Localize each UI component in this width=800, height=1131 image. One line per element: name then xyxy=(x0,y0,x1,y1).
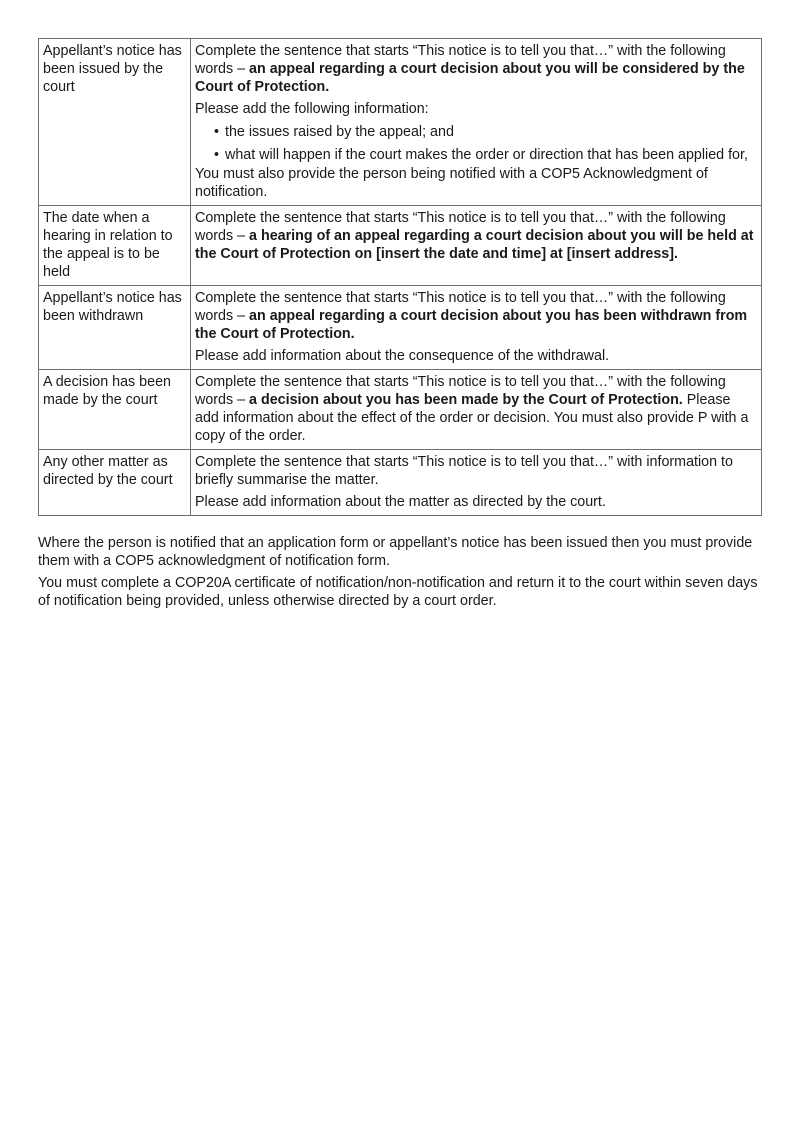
guidance-cell xyxy=(191,450,762,516)
table-row xyxy=(39,370,762,450)
document-page xyxy=(38,38,762,614)
guidance-cell xyxy=(191,206,762,286)
guidance-cell xyxy=(191,39,762,206)
closing-text: You must also provide the person being notified with a COP5 Acknowledgment of notification. xyxy=(195,166,708,200)
table-row xyxy=(39,39,762,206)
instruction-text: Complete the sentence that starts “This notice is to tell you that…” with information to briefly summarise the matter. xyxy=(195,454,733,488)
event-cell: Appellant’s notice has been issued by the court xyxy=(39,39,191,206)
event-cell: A decision has been made by the court xyxy=(39,370,191,450)
info-list xyxy=(195,123,757,164)
required-wording: a decision about you has been made by the Court of Protection. xyxy=(249,392,683,408)
additional-info-text: Please add the following information: xyxy=(195,101,429,117)
required-wording: an appeal regarding a court decision about you will be considered by the Court of Protection. xyxy=(195,61,745,95)
instruction-text: Complete the sentence that starts “This notice is to tell you that…” with the following words – an appeal regarding a court decision about you has been withdrawn from the Court of Protection. xyxy=(195,290,748,342)
table-row xyxy=(39,206,762,286)
notification-guidance-table xyxy=(38,38,762,516)
event-cell: The date when a hearing in relation to the appeal is to be held xyxy=(39,206,191,286)
cop5-requirement-note: Where the person is notified that an application form or appellant’s notice has been issued then you must provide them with a COP5 acknowledgment of notification form. xyxy=(38,535,753,569)
footer-notes xyxy=(38,534,762,610)
list-item: • the issues raised by the appeal; and xyxy=(214,124,454,140)
list-item: • what will happen if the court makes the order or direction that has been applied for, xyxy=(214,147,748,163)
instruction-text: Complete the sentence that starts “This notice is to tell you that…” with the following words – a hearing of an appeal regarding a court decision about you will be held at the Court of Protection on [insert the date and time] at [insert address]. xyxy=(195,210,754,262)
additional-info-text: Please add information about the matter as directed by the court. xyxy=(195,494,606,510)
required-wording: an appeal regarding a court decision about you has been withdrawn from the Court of Protection. xyxy=(195,308,748,342)
table-row xyxy=(39,286,762,370)
additional-info-text: Please add information about the consequence of the withdrawal. xyxy=(195,348,610,364)
instruction-text: Complete the sentence that starts “This notice is to tell you that…” with the following words – an appeal regarding a court decision about you will be considered by the Court of Protection. xyxy=(195,43,745,95)
instruction-text: Complete the sentence that starts “This notice is to tell you that…” with the following words – a decision about you has been made by the Court of Protection. Please add information about the effect of the order or decision. You must also provide P with a copy of the order. xyxy=(195,374,749,444)
guidance-cell xyxy=(191,370,762,450)
event-cell: Appellant’s notice has been withdrawn xyxy=(39,286,191,370)
table-row xyxy=(39,450,762,516)
event-cell: Any other matter as directed by the court xyxy=(39,450,191,516)
cop20a-requirement-note: You must complete a COP20A certificate of notification/non-notification and return it to the court within seven days of notification being provided, unless otherwise directed by a court order. xyxy=(38,575,758,609)
guidance-cell xyxy=(191,286,762,370)
required-wording: a hearing of an appeal regarding a court decision about you will be held at the Court of Protection on [insert the date and time] at [insert address]. xyxy=(195,228,754,262)
